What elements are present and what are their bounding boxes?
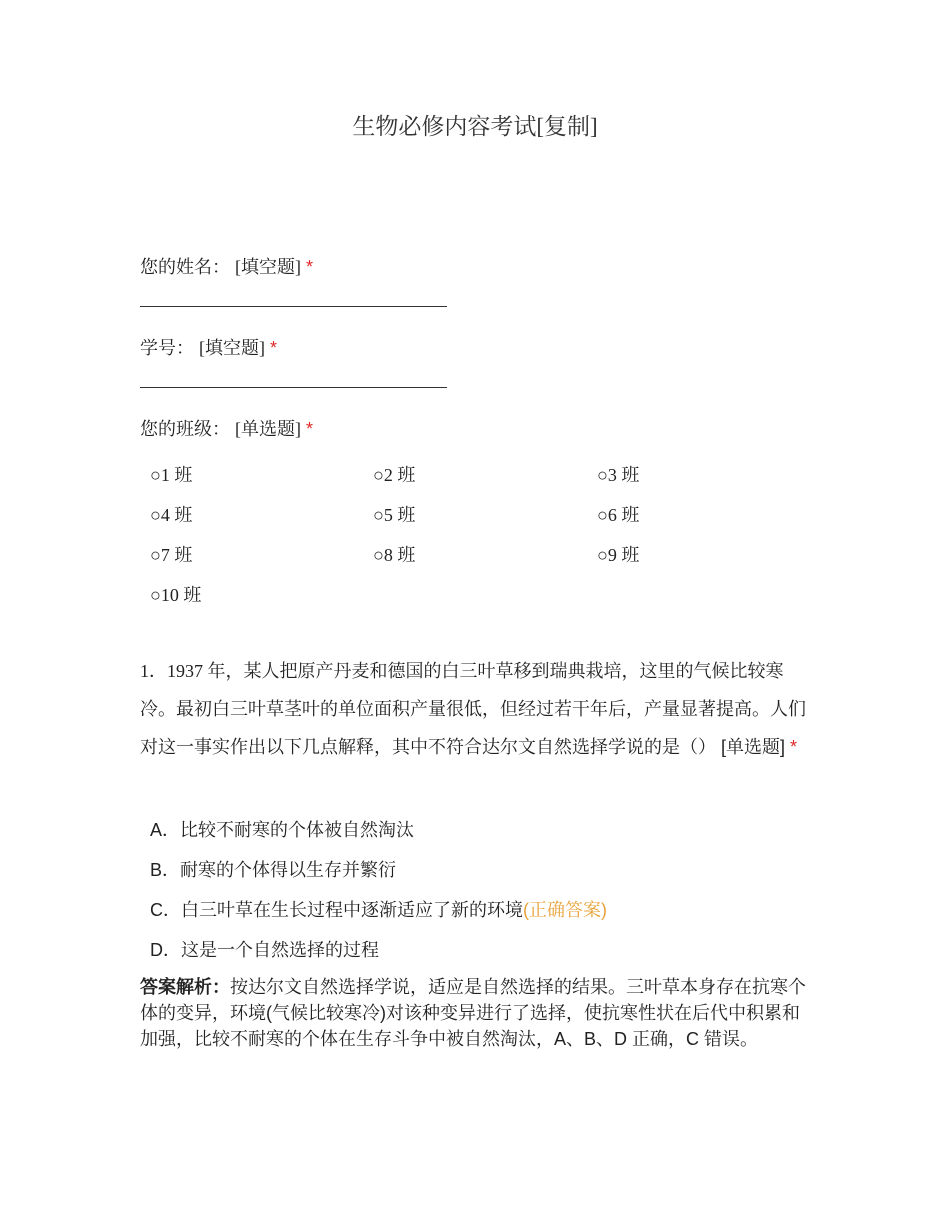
class-question-label (140, 415, 313, 441)
choice-a[interactable]: A．比较不耐寒的个体被自然淘汰 (150, 820, 415, 840)
required-mark: * (270, 338, 278, 358)
question-1-body: 某人把原产丹麦和德国的白三叶草移到瑞典栽培，这里的气候比较寒冷。最初白三叶草茎叶的单位面积产量很低，但经过若干年后，产量显著提高。人们对这一事实作出以下几点解释，其中不符合达尔文自然选择学说的是（） (140, 661, 806, 757)
question-1-type: [单选题] (721, 737, 786, 757)
class-question-type: [单选题] (235, 419, 302, 439)
class-option-9[interactable]: ○9 班 (597, 545, 640, 565)
id-input-line[interactable] (140, 387, 447, 388)
choice-c-label: C．白三叶草在生长过程中逐渐适应了新的环境 (150, 900, 523, 920)
class-option-5[interactable]: ○5 班 (373, 505, 416, 525)
class-option-1[interactable]: ○1 班 (150, 465, 193, 485)
class-option-7[interactable]: ○7 班 (150, 545, 193, 565)
class-option-8[interactable]: ○8 班 (373, 545, 416, 565)
analysis-label: 答案解析： (140, 977, 230, 997)
required-mark: * (306, 419, 314, 439)
id-question-type: [填空题] (199, 338, 266, 358)
choice-c[interactable] (150, 896, 607, 922)
name-question-label (140, 253, 313, 279)
correct-answer-tag: (正确答案) (523, 900, 607, 920)
class-option-3[interactable]: ○3 班 (597, 465, 640, 485)
required-mark: * (306, 257, 314, 277)
question-1-text (140, 652, 816, 766)
class-option-4[interactable]: ○4 班 (150, 505, 193, 525)
question-1-number: 1．1937 年， (140, 661, 244, 681)
id-question-text: 学号： (140, 338, 194, 358)
name-question-type: [填空题] (235, 257, 302, 277)
class-option-6[interactable]: ○6 班 (597, 505, 640, 525)
class-question-text: 您的班级： (140, 419, 230, 439)
page-title: 生物必修内容考试[复制] (352, 114, 598, 139)
answer-analysis (140, 974, 816, 1052)
class-option-2[interactable]: ○2 班 (373, 465, 416, 485)
id-question-label (140, 334, 277, 360)
analysis-text: 按达尔文自然选择学说，适应是自然选择的结果。三叶草本身存在抗寒个体的变异，环境(气候比较寒冷)对该种变异进行了选择，使抗寒性状在后代中积累和加强，比较不耐寒的个体在生存斗争中被自然淘汰，A、B、D 正确，C 错误。 (140, 977, 806, 1049)
class-option-10[interactable]: ○10 班 (150, 585, 202, 605)
required-mark: * (790, 737, 798, 757)
choice-d[interactable]: D．这是一个自然选择的过程 (150, 940, 379, 960)
name-question-text: 您的姓名： (140, 257, 230, 277)
name-input-line[interactable] (140, 306, 447, 307)
choice-b[interactable]: B．耐寒的个体得以生存并繁衍 (150, 860, 397, 880)
